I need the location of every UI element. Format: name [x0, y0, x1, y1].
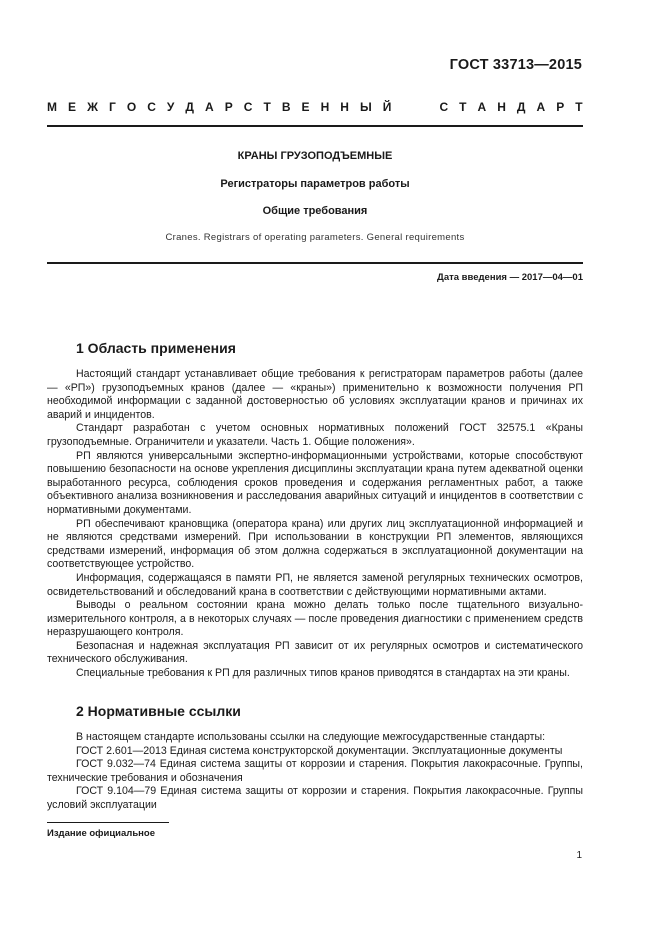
- banner-letter: Н: [340, 100, 349, 114]
- english-title: Cranes. Registrars of operating parameters. General requirements: [165, 232, 465, 243]
- banner-letter: О: [126, 100, 137, 114]
- banner-letter: Р: [556, 100, 565, 114]
- banner-letter: М: [47, 100, 57, 114]
- banner-letter: Н: [320, 100, 330, 114]
- banner-letter: Ж: [87, 100, 98, 114]
- document-title: КРАНЫ ГРУЗОПОДЪЕМНЫЕ: [237, 150, 393, 162]
- normative-reference: ГОСТ 9.032—74 Единая система защиты от коррозии и старения. Покрытия лакокрасочные. Группы, технические требования и обозначения: [47, 758, 583, 784]
- document-part-title: Общие требования: [262, 205, 368, 217]
- banner-letter: С: [147, 100, 156, 114]
- page-number: 1: [576, 850, 582, 861]
- gost-code: ГОСТ 33713—2015: [449, 57, 582, 73]
- banner-letter: В: [281, 100, 291, 114]
- section-1-paragraph: Выводы о реальном состоянии крана можно делать только после тщательного визуально-измерительного контроля, а в некоторых случаях — после проведения диагностики с применением средств неразрушающего контроля.: [47, 599, 583, 639]
- banner-letter: Н: [497, 100, 506, 114]
- header-rule: [47, 125, 583, 127]
- introduction-date: Дата введения — 2017—04—01: [437, 272, 583, 283]
- banner-letter: Т: [575, 100, 583, 114]
- section-1-paragraph: Настоящий стандарт устанавливает общие требования к регистраторам параметров работы (далее — «РП») грузоподъемных кранов (далее — «краны») применительно к возможности получения РП необходимой информации с заданной достоверностью об условиях эксплуатации кранов и причинах их аварий и инцидентов.: [47, 368, 583, 421]
- normative-reference: ГОСТ 9.104—79 Единая система защиты от коррозии и старения. Покрытия лакокрасочные. Группы условий эксплуатации: [47, 785, 583, 811]
- banner-letter: Г: [108, 100, 116, 114]
- document-subtitle: Регистраторы параметров работы: [220, 178, 410, 190]
- section-1-body: [47, 368, 583, 681]
- banner-letter: Р: [224, 100, 233, 114]
- normative-reference: ГОСТ 2.601—2013 Единая система конструкторской документации. Эксплуатационные документы: [76, 744, 563, 757]
- section-1-paragraph: Стандарт разработан с учетом основных нормативных положений ГОСТ 32575.1 «Краны грузоподъемные. Ограничители и указатели. Часть 1. Общие положения».: [47, 422, 583, 448]
- footer-rule: [47, 822, 169, 823]
- banner-letter: Д: [185, 100, 194, 114]
- banner-word-gap: [402, 100, 428, 114]
- banner-letter: У: [166, 100, 175, 114]
- banner-letter: А: [536, 100, 546, 114]
- banner-letter: Е: [68, 100, 77, 114]
- section-1-paragraph: Специальные требования к РП для различных типов кранов приводятся в стандартах на эти краны.: [76, 667, 570, 680]
- official-edition-label: Издание официальное: [47, 828, 155, 839]
- banner-letter: С: [243, 100, 253, 114]
- section-1-paragraph: РП обеспечивают крановщика (оператора крана) или других лиц эксплуатационной информацией и не являются средствами измерений. При использовании в конструкции РП элементов, являющихся средствами измерений, информация об этом должна содержаться в эксплуатационной документации на соответствующее устройство.: [47, 517, 583, 571]
- banner-letter: Е: [301, 100, 310, 114]
- section-1-paragraph: РП являются универсальными экспертно-информационными устройствами, которые способствуют повышению безопасности на основе укрепления дисциплины эксплуатации крана путем адекватной оценки выработанного ресурса, соблюдения сроков проведения и содержания регламентных работ, а также объективного анализа возникновения и расследования аварийных ситуаций и инцидентов в соответствии с нормативными документами.: [47, 449, 583, 516]
- banner-letter: А: [477, 100, 487, 114]
- banner-letter: Ы: [359, 100, 372, 114]
- section-1-paragraph: Информация, содержащаяся в памяти РП, не является заменой регулярных технических осмотров, освидетельствований и обследований крана в соответствии с действующими нормативными актами.: [47, 571, 583, 598]
- interstate-standard-banner: [47, 100, 583, 114]
- banner-letter: Д: [516, 100, 526, 114]
- banner-letter: А: [204, 100, 214, 114]
- banner-letter: Т: [263, 100, 271, 114]
- section-1-paragraph: Безопасная и надежная эксплуатация РП зависит от их регулярных осмотров и систематического технического обслуживания.: [47, 639, 583, 666]
- banner-letter: С: [439, 100, 449, 114]
- title-rule: [47, 262, 583, 264]
- section-2-body: [47, 731, 583, 813]
- section-1-heading: 1 Область применения: [76, 340, 236, 356]
- banner-letter: Й: [382, 100, 392, 114]
- section-2-paragraph: В настоящем стандарте использованы ссылки на следующие межгосударственные стандарты:: [76, 731, 546, 743]
- banner-letter: Т: [459, 100, 467, 114]
- section-2-heading: 2 Нормативные ссылки: [76, 703, 241, 719]
